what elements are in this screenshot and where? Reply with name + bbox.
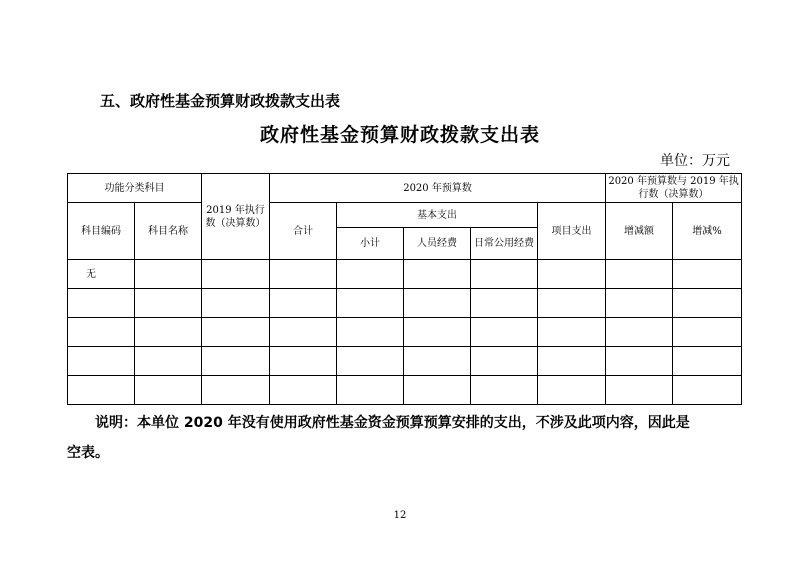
table-cell [202, 260, 270, 289]
table-row [68, 289, 742, 318]
page-title: 政府性基金预算财政拨款支出表 [259, 124, 540, 146]
table-cell [538, 289, 606, 318]
table-cell [673, 376, 742, 405]
table-cell [202, 289, 270, 318]
header-personnel: 人员经费 [404, 228, 471, 260]
table-cell [337, 318, 404, 347]
header-row-2 [68, 203, 742, 228]
note [67, 408, 741, 468]
table-cell [471, 347, 538, 376]
table-cell [337, 376, 404, 405]
header-subtotal: 小计 [337, 228, 404, 260]
header-name: 科目名称 [135, 203, 202, 260]
table-cell [404, 347, 471, 376]
table-cell [404, 376, 471, 405]
table-body [68, 260, 742, 405]
table-cell [337, 289, 404, 318]
table-cell [538, 347, 606, 376]
header-increase-amount: 增减额 [606, 203, 673, 260]
header-row-1 [68, 174, 742, 203]
table-cell [135, 347, 202, 376]
table-cell [270, 318, 337, 347]
table-cell [68, 347, 135, 376]
table-cell [673, 318, 742, 347]
table-cell [673, 347, 742, 376]
table-cell [270, 347, 337, 376]
unit-label: 单位：万元 [660, 153, 730, 169]
table-cell [135, 376, 202, 405]
table-row [68, 260, 742, 289]
table-cell [68, 318, 135, 347]
section-heading: 五、政府性基金预算财政拨款支出表 [100, 92, 341, 110]
header-project: 项目支出 [538, 203, 606, 260]
table-cell [471, 289, 538, 318]
table-row [68, 318, 742, 347]
table-cell [404, 318, 471, 347]
table-cell [673, 260, 742, 289]
table-cell [606, 347, 673, 376]
table-cell [337, 260, 404, 289]
table-cell [404, 260, 471, 289]
table-cell [471, 376, 538, 405]
table-row [68, 376, 742, 405]
table-cell [538, 376, 606, 405]
header-public-funds: 日常公用经费 [471, 228, 538, 260]
table-cell [606, 289, 673, 318]
table-cell [538, 260, 606, 289]
table-cell [135, 260, 202, 289]
table-cell [68, 289, 135, 318]
table-cell [68, 376, 135, 405]
page-number: 12 [393, 510, 407, 521]
table-cell [337, 347, 404, 376]
header-compare: 2020 年预算数与 2019 年执行数（决算数） [606, 174, 742, 203]
header-exec-2019: 2019 年执行数（决算数） [202, 174, 270, 260]
budget-table [67, 173, 742, 405]
table-row [68, 347, 742, 376]
table-cell [270, 376, 337, 405]
table-cell [471, 318, 538, 347]
header-basic: 基本支出 [337, 203, 538, 228]
table-cell [135, 289, 202, 318]
table-cell [606, 318, 673, 347]
note-line-2: 空表。 [67, 445, 109, 461]
table-cell [270, 260, 337, 289]
table-cell [404, 289, 471, 318]
table-cell [606, 376, 673, 405]
table-cell [270, 289, 337, 318]
table-cell [673, 289, 742, 318]
table-cell [606, 260, 673, 289]
header-budget-2020: 2020 年预算数 [270, 174, 606, 203]
table-cell [202, 318, 270, 347]
header-code: 科目编码 [68, 203, 135, 260]
table-cell [202, 376, 270, 405]
header-func-class: 功能分类科目 [68, 174, 202, 203]
header-increase-pct: 增减% [673, 203, 742, 260]
header-total: 合计 [270, 203, 337, 260]
table-cell [471, 260, 538, 289]
table-cell [135, 318, 202, 347]
table-cell: 无 [68, 260, 135, 289]
table-cell [202, 347, 270, 376]
note-line-1: 说明：本单位 2020 年没有使用政府性基金资金预算预算安排的支出，不涉及此项内容，因此是 [95, 415, 690, 431]
table-cell [538, 318, 606, 347]
